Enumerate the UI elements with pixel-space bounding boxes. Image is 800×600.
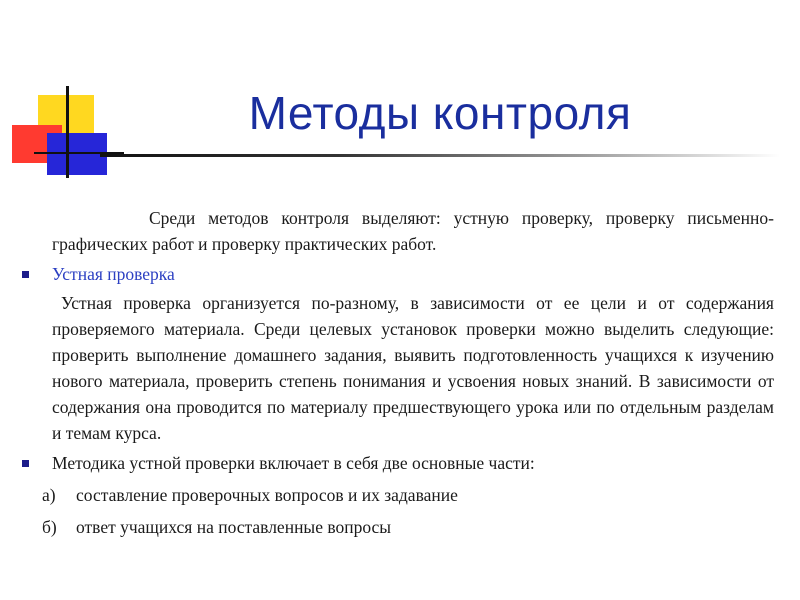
slide-content: [22, 205, 774, 540]
list-item-marker: б): [42, 517, 57, 537]
bullet-oral-check: [22, 261, 774, 287]
square-bullet-icon: [22, 460, 29, 467]
intro-paragraph: Среди методов контроля выделяют: устную проверку, проверку письменно-графических работ и проверку практических работ.: [52, 208, 774, 254]
logo-vertical-line: [66, 86, 69, 178]
bullet-label-method: Методика устной проверки включает в себя две основные части:: [52, 453, 535, 473]
list-item: [22, 514, 774, 540]
oral-check-paragraph: Устная проверка организуется по-разному, в зависимости от ее цели и от содержания проверяемого материала. Среди целевых установок проверки можно выделить следующие: проверить выполнение домашнего задания, выявить подготовленность учащихся к изучению нового материала, проверить степень понимания и усвоения новых знаний. В зависимости от содержания она проводится по материалу предшествующего урока или по отдельным разделам и темам курса.: [52, 293, 774, 443]
slide-title: Методы контроля: [248, 87, 632, 139]
decorative-squares-logo: [0, 0, 140, 190]
blue-square: [47, 133, 107, 175]
bullet-label-oral-check: Устная проверка: [52, 264, 175, 284]
list-item-marker: а): [42, 485, 56, 505]
list-item-text: ответ учащихся на поставленные вопросы: [76, 517, 392, 537]
square-bullet-icon: [22, 271, 29, 278]
list-item: [22, 482, 774, 508]
title-underline: [100, 154, 780, 157]
list-item-text: составление проверочных вопросов и их задавание: [76, 485, 458, 505]
bullet-method: [22, 450, 774, 476]
